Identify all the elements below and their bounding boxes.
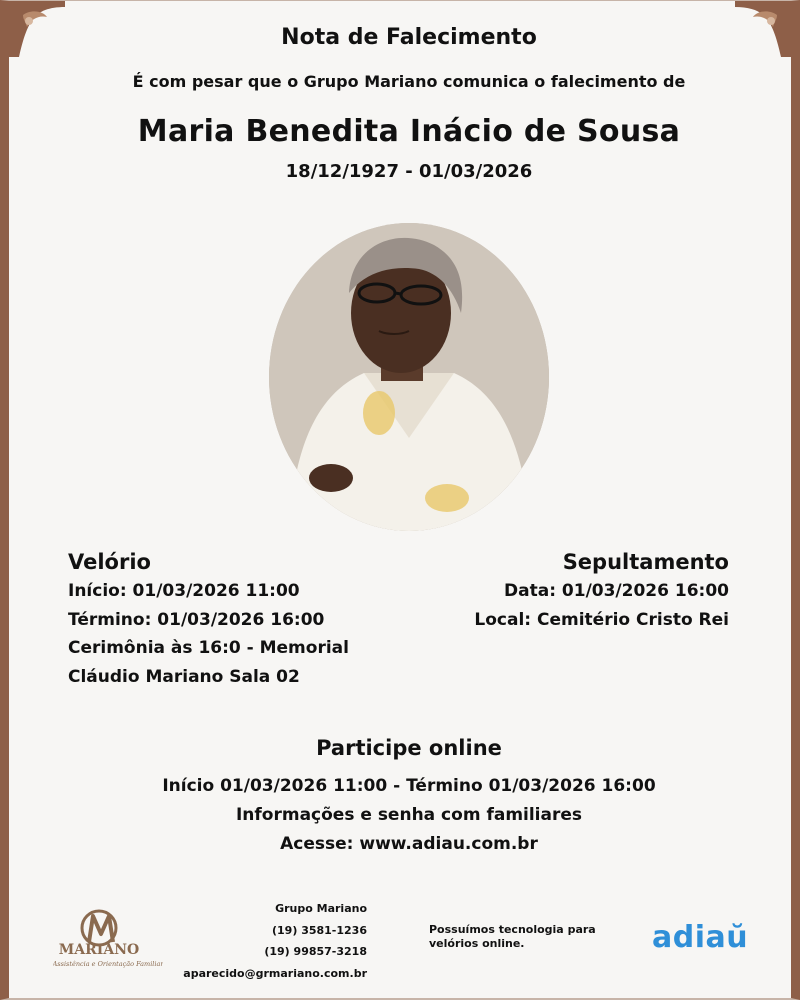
online-heading: Participe online <box>316 736 502 760</box>
phone-2: (19) 99857-3218 <box>264 945 367 958</box>
burial-place: Local: Cemitério Cristo Rei <box>474 609 729 630</box>
wake-section <box>68 549 388 691</box>
mariano-logo-text: MARIANO <box>58 942 140 958</box>
notice-title: Nota de Falecimento <box>281 25 537 50</box>
wake-start: Início: 01/03/2026 11:00 <box>68 581 300 601</box>
phone-1: (19) 3581-1236 <box>272 923 367 937</box>
tech-note-line2: velórios online. <box>429 937 525 950</box>
wake-end: Término: 01/03/2026 16:00 <box>68 609 325 630</box>
tech-note-line1: Possuímos tecnologia para <box>429 923 596 936</box>
contact-block <box>107 898 367 984</box>
tech-note <box>429 923 629 951</box>
wake-ceremony-line1: Cerimônia às 16:0 - Memorial <box>68 638 349 658</box>
deceased-name: Maria Benedita Inácio de Sousa <box>137 114 681 149</box>
company-name: Grupo Mariano <box>275 902 367 915</box>
notice-intro: É com pesar que o Grupo Mariano comunica o falecimento de <box>132 72 686 91</box>
online-period: Início 01/03/2026 11:00 - Término 01/03/2026 16:00 <box>162 776 656 796</box>
wake-heading: Velório <box>68 550 151 574</box>
life-dates: 18/12/1927 - 01/03/2026 <box>285 161 533 182</box>
online-access-link[interactable]: Acesse: www.adiau.com.br <box>280 834 538 854</box>
adiau-logo: adiaŭ <box>652 920 749 955</box>
burial-heading: Sepultamento <box>562 550 729 574</box>
burial-section <box>389 549 729 634</box>
wake-ceremony-line2: Cláudio Mariano Sala 02 <box>68 666 300 687</box>
email: aparecido@grmariano.com.br <box>183 966 367 980</box>
mariano-logo-tagline: Assistência e Orientação Familiar <box>53 960 163 968</box>
deceased-photo <box>269 223 549 531</box>
online-info: Informações e senha com familiares <box>235 805 583 825</box>
burial-date: Data: 01/03/2026 16:00 <box>504 581 729 601</box>
